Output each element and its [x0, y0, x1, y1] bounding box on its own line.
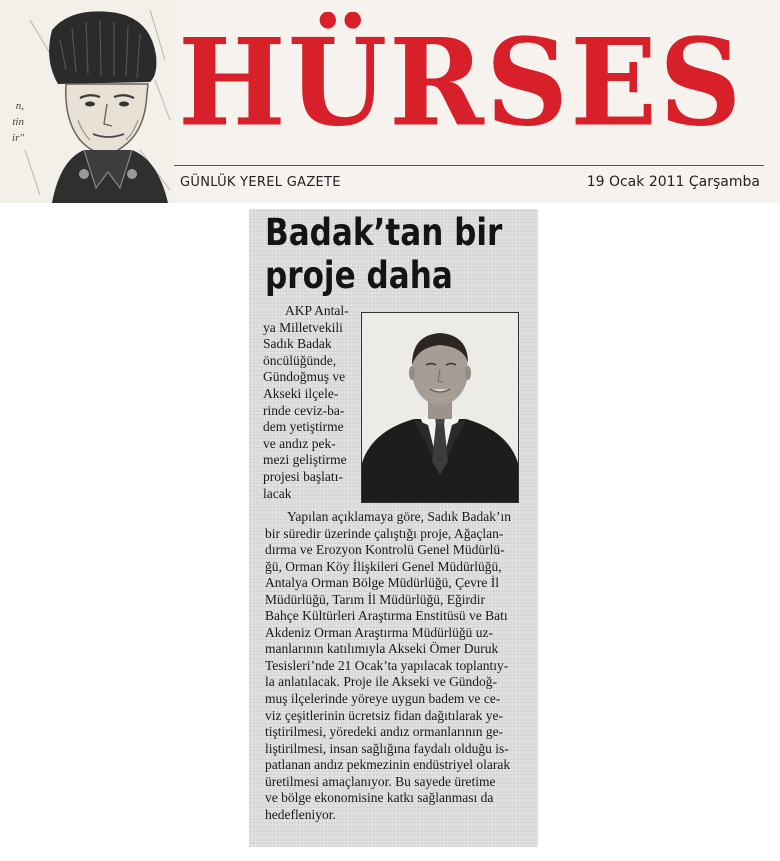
lead-line: Akseki ilçele-: [263, 385, 339, 401]
body-line: Tesisleri’nde 21 Ocak’ta yapılacak toplantıy-: [265, 657, 509, 673]
lead-line: AKP Antal-: [285, 303, 349, 318]
body-line: Müdürlüğü, Tarım İl Müdürlüğü, Eğirdir: [265, 591, 486, 607]
body-line: ve bölge ekonomisine katkı sağlanması da: [265, 790, 494, 806]
side-quote-line: ir": [12, 132, 24, 144]
issue-date: 19 Ocak 2011 Çarşamba: [586, 174, 760, 190]
article-body: [265, 509, 527, 823]
lead-line: rinde ceviz-ba-: [263, 402, 345, 418]
headline-line: proje daha: [265, 254, 453, 297]
headline-line: Badak’tan bir: [265, 211, 503, 254]
portrait-illustration: [0, 0, 175, 203]
body-line: Yapılan açıklamaya göre, Sadık Badak’ın: [287, 509, 511, 524]
body-line: bir süredir üzerinde çalıştığı proje, Ağaçlan-: [265, 525, 504, 541]
body-line: ğü, Orman Köy İlişkileri Genel Müdürlüğü,: [265, 558, 502, 574]
article-lead: [263, 303, 367, 502]
body-line: viz çeşitlerinin ücretsiz fidan dağıtılarak ye-: [265, 707, 504, 723]
side-quote-fragments: [0, 98, 24, 146]
side-quote-line: n,: [15, 100, 24, 112]
article-headline: [265, 211, 503, 297]
body-line: dırma ve Erozyon Kontrolü Genel Müdürlü-: [265, 542, 505, 558]
body-line: üretilmesi amaçlanıyor. Bu sayede üretime: [265, 773, 496, 789]
body-line: muş ilçelerinde yöreye uygun badem ve ce-: [265, 691, 501, 707]
body-line: tiştirilmesi, yöredeki andız ormanlarının ge-: [265, 724, 504, 740]
lead-line: projesi başlatı-: [263, 468, 343, 484]
politician-photo: [361, 312, 519, 503]
body-line: manlarının katılımıyla Akseki Ömer Duruk: [265, 641, 499, 657]
body-line: liştirilmesi, insan sağlığına faydalı olduğu is-: [265, 740, 509, 756]
masthead-divider: [174, 165, 764, 166]
lead-line: ve andız pek-: [263, 435, 336, 451]
body-line: la anlatılacak. Proje ile Akseki ve Gündoğ-: [265, 674, 498, 690]
lead-line: dem yetiştirme: [263, 419, 344, 435]
side-quote-line: tin: [12, 116, 24, 128]
lead-line: Sadık Badak: [263, 336, 332, 352]
article-clipping: [249, 209, 538, 847]
lead-line: lacak: [263, 485, 292, 501]
body-line: Bahçe Kültürleri Araştırma Enstitüsü ve Batı: [265, 608, 508, 624]
lead-line: ya Milletvekili: [263, 319, 343, 335]
newspaper-name: HÜRSES: [178, 12, 744, 154]
lead-line: öncülüğünde,: [263, 352, 337, 368]
lead-line: mezi geliştirme: [263, 452, 347, 468]
lead-line: Gündoğmuş ve: [263, 369, 346, 385]
body-line: Akdeniz Orman Araştırma Müdürlüğü uz-: [265, 624, 493, 640]
newspaper-subtitle: GÜNLÜK YEREL GAZETE: [180, 175, 341, 190]
body-line: patlanan andız pekmezinin endüstriyel olarak: [265, 757, 511, 773]
newspaper-masthead: [0, 0, 780, 203]
body-line: hedefleniyor.: [265, 806, 336, 822]
body-line: Antalya Orman Bölge Müdürlüğü, Çevre İl: [265, 575, 499, 591]
